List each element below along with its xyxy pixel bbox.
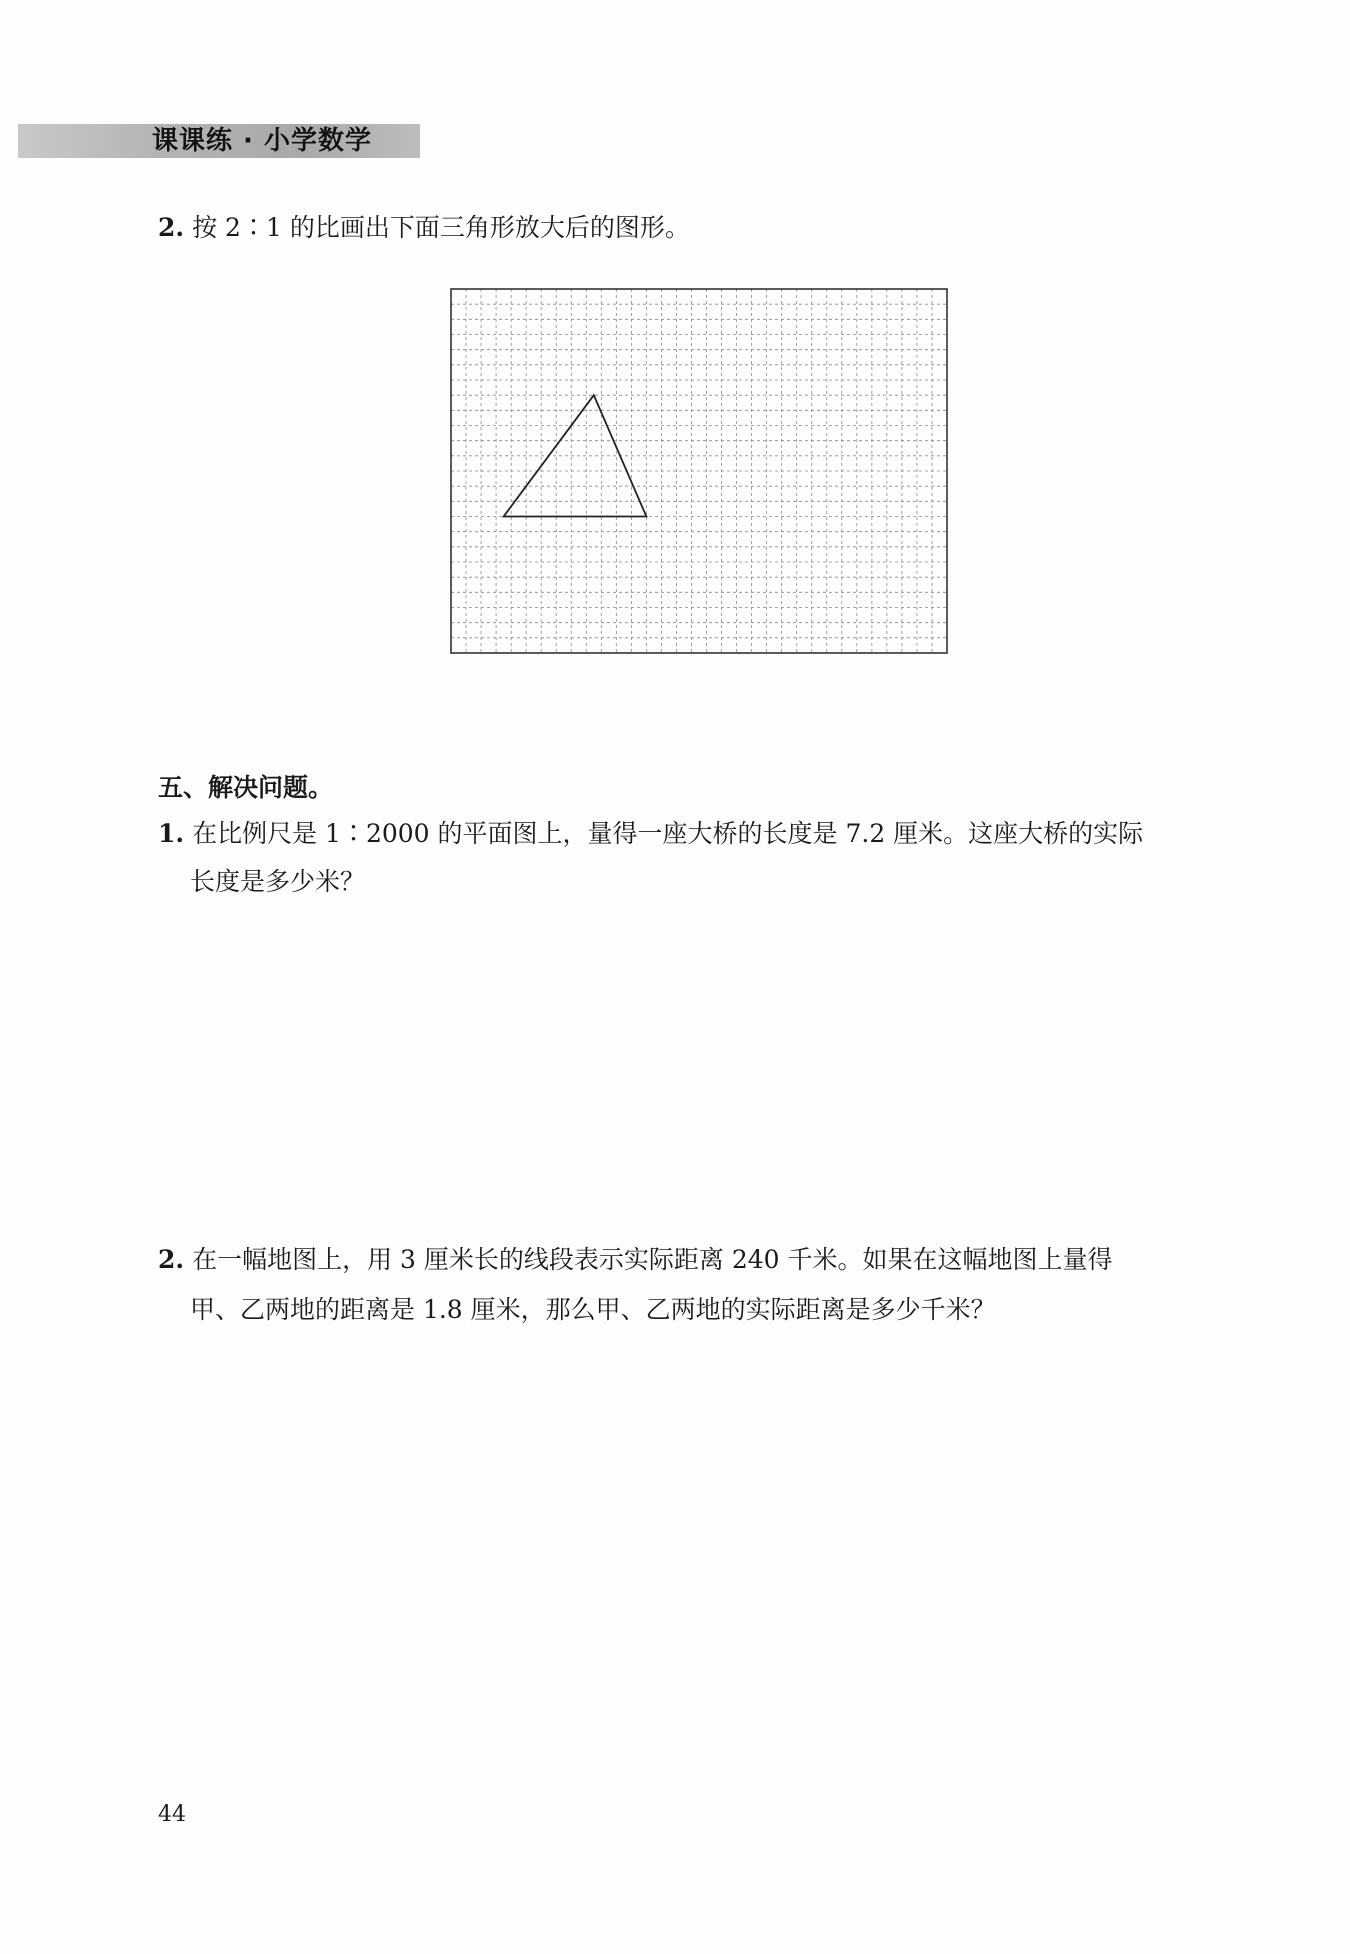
problem-2-answer-area[interactable] — [158, 1350, 1218, 1770]
drawing-grid[interactable] — [450, 288, 948, 654]
problem-number: 2. — [158, 1245, 185, 1274]
problem-text: 在一幅地图上，用 3 厘米长的线段表示实际距离 240 千米。如果在这幅地图上量得 — [192, 1245, 1113, 1274]
problem-number: 1. — [158, 819, 185, 848]
question-number: 2. — [158, 213, 185, 242]
problem-1-line-1 — [158, 814, 1143, 854]
grid-question — [158, 208, 690, 248]
problem-1-line-2: 长度是多少米？ — [190, 867, 366, 896]
problem-2-line-1 — [158, 1240, 1113, 1280]
page-number: 44 — [158, 1802, 186, 1827]
problem-1-answer-area[interactable] — [158, 920, 1218, 1220]
problem-2-line-2: 甲、乙两地的距离是 1.8 厘米，那么甲、乙两地的实际距离是多少千米？ — [190, 1295, 996, 1324]
question-text: 按 2∶1 的比画出下面三角形放大后的图形。 — [192, 213, 690, 242]
grid-figure — [450, 288, 948, 654]
header-title: 课课练 · 小学数学 — [152, 126, 372, 156]
section-title: 五、解决问题。 — [158, 773, 334, 802]
problem-text: 在比例尺是 1∶2000 的平面图上，量得一座大桥的长度是 7.2 厘米。这座大桥的实际 — [192, 819, 1144, 848]
